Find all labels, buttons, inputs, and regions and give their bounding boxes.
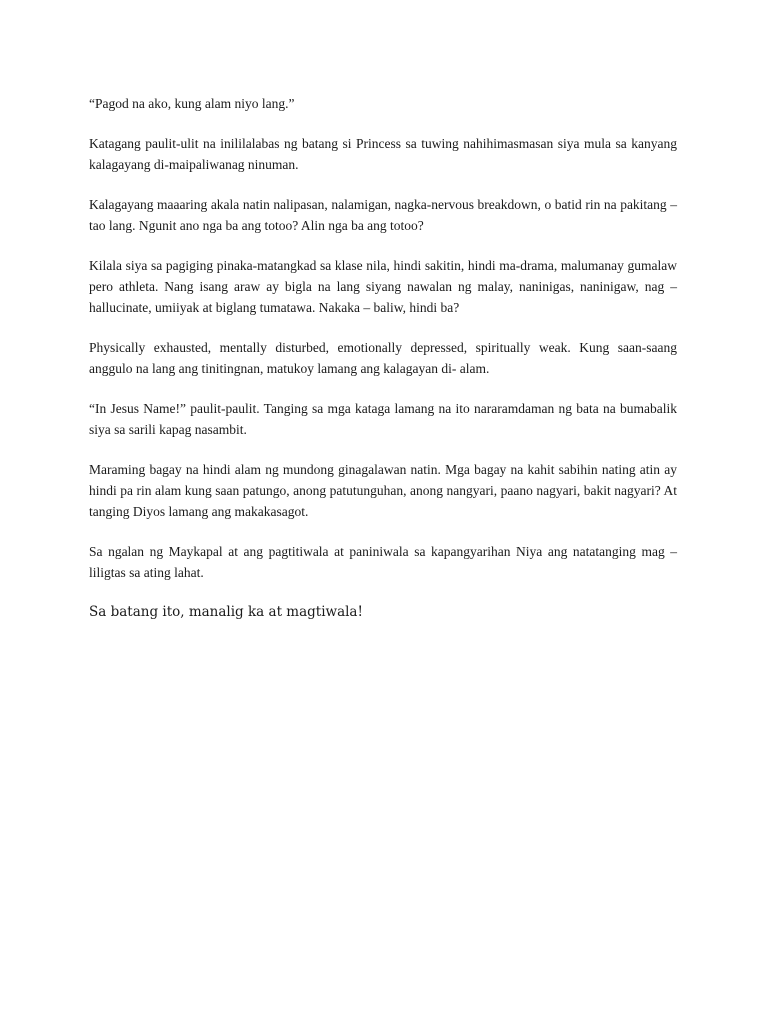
paragraph-1: Katagang paulit-ulit na inililalabas ng batang si Princess sa tuwing nahihimasmasan siya mula sa kanyang kalagayang di-maipaliwanag ninuman. xyxy=(89,136,677,172)
paragraph-7: Sa ngalan ng Maykapal at ang pagtitiwala at paniniwala sa kapangyarihan Niya ang natatanging mag – liligtas sa ating lahat. xyxy=(89,544,677,580)
paragraph-quote: “Pagod na ako, kung alam niyo lang.” xyxy=(89,96,295,111)
document-body xyxy=(89,93,677,642)
paragraph-6: Maraming bagay na hindi alam ng mundong ginagalawan natin. Mga bagay na kahit sabihin nating atin ay hindi pa rin alam kung saan patungo, anong patutunguhan, anong nangyari, paano nagyari, bakit nagyari? At tanging Diyos lamang ang makakasagot. xyxy=(89,462,677,519)
paragraph-4: Physically exhausted, mentally disturbed, emotionally depressed, spiritually weak. Kung saan-saang anggulo na lang ang tinitingnan, matukoy lamang ang kalagayan di- alam. xyxy=(89,340,677,376)
paragraph-closing: Sa batang ito, manalig ka at magtiwala! xyxy=(89,604,363,620)
paragraph-3: Kilala siya sa pagiging pinaka-matangkad sa klase nila, hindi sakitin, hindi ma-drama, malumanay gumalaw pero athleta. Nang isang araw ay bigla na lang siyang nawalan ng malay, naninigas, naninigaw, nag – hallucinate, umiiyak at biglang tumatawa. Nakaka – baliw, hindi ba? xyxy=(89,258,677,315)
paragraph-5: “In Jesus Name!” paulit-paulit. Tanging sa mga kataga lamang na ito nararamdaman ng bata na bumabalik siya sa sarili kapag nasambit. xyxy=(89,401,677,437)
paragraph-2: Kalagayang maaaring akala natin nalipasan, nalamigan, nagka-nervous breakdown, o batid rin na pakitang – tao lang. Ngunit ano nga ba ang totoo? Alin nga ba ang totoo? xyxy=(89,197,677,233)
